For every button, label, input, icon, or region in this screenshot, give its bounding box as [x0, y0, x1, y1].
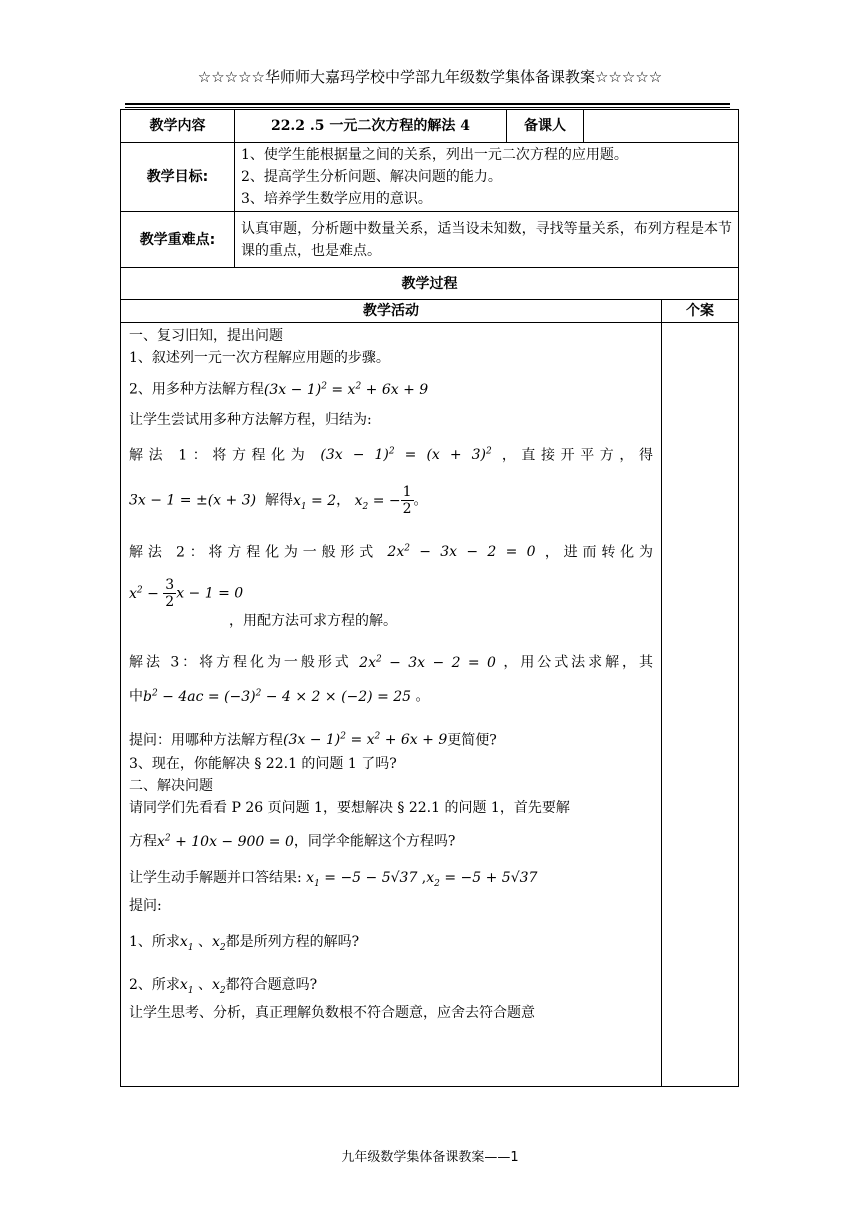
row-key: [121, 212, 739, 268]
text-line: 3x − 1 = ±(x + 3) 解得$x_1 = 2$， $x_2$ = − $\frac{1}{2}$ 。: [129, 484, 428, 518]
goal-item: 2、提高学生分析问题、解决问题的能力。: [241, 169, 502, 185]
section-heading: 二、解决问题: [129, 778, 213, 795]
label-key: 教学重难点:: [121, 212, 235, 268]
text-line: 请同学们先看看 P 26 页问题 1，要想解决 § 22.1 的问题 1，首先要解: [129, 800, 570, 817]
goal-item: 3、培养学生数学应用的意识。: [241, 191, 432, 207]
key-text: 认真审题，分析题中数量关系，适当设未知数，寻找等量关系，布列方程是本节课的重点，也是难点。: [235, 212, 739, 268]
label-content: 教学内容: [121, 110, 235, 143]
row-body: [121, 323, 739, 1087]
lesson-plan-table: [120, 109, 739, 1087]
row-content: [121, 110, 739, 143]
page-footer: 九年级数学集体备课教案——1: [341, 1150, 519, 1165]
text-line: 中$b^2 - 4ac = (-3)^2 - 4 \times 2 \times (-2) = 25$ 。: [129, 687, 430, 705]
section-heading: 一、复习旧知，提出问题: [129, 328, 283, 344]
row-process-title: [121, 268, 739, 300]
activity-content: [121, 323, 662, 1087]
col-case-header: 个案: [662, 300, 739, 323]
text-line: 解法 3：将方程化为一般形式 $2x^2 - 3x - 2 = 0$ ，用公式法求解，其: [129, 654, 654, 671]
header-rule-thick: [125, 103, 730, 105]
goal-item: 1、使学生能根据量之间的关系，列出一元二次方程的应用题。: [241, 147, 628, 163]
label-preparer: 备课人: [507, 110, 584, 143]
text-line: 让学生动手解题并口答结果: $x_1 = -5 - 5√37$ $,x_2 = -5 + 5√37$: [129, 869, 538, 889]
text-line: 提问：用哪种方法解方程$(3x - 1)^2 = x^2 + 6x + 9$更简便?: [129, 731, 497, 749]
label-goals: 教学目标:: [121, 143, 235, 212]
text-line: 3、现在，你能解决 § 22.1 的问题 1 了吗?: [129, 756, 397, 773]
text-line: 2、用多种方法解方程$(3x - 1)^2 = x^2 + 6x + 9$: [129, 381, 429, 398]
text-line: $x^2$ − $\frac{3}{2}$ x − 1 = 0: [129, 577, 244, 611]
goals-list: [235, 143, 739, 212]
text-line: 提问:: [129, 897, 162, 914]
text-line: 解法 2：将方程化为一般形式 $2x^2 - 3x - 2 = 0$ ，进而转化为: [129, 543, 654, 561]
text-line: 让学生思考、分析，真正理解负数根不符合题意，应舍去符合题意: [129, 1005, 535, 1022]
header-rule-thin: [125, 107, 730, 108]
text-line: 解法 1：将方程化为 $(3x - 1)^2 = (x + 3)^2$ ，直接开平方，得: [129, 446, 654, 464]
text-line: 1、所求$x_1$ 、$x_2$都是所列方程的解吗?: [129, 933, 360, 953]
process-title: 教学过程: [121, 268, 739, 300]
col-activity-header: 教学活动: [121, 300, 662, 323]
text-line: 2、所求$x_1$ 、$x_2$都符合题意吗?: [129, 977, 318, 997]
page-header: ☆☆☆☆☆华师师大嘉玛学校中学部九年级数学集体备课教案☆☆☆☆☆: [197, 68, 663, 86]
preparer-value: [584, 110, 739, 143]
lesson-title: 22.2 .5 一元二次方程的解法 4: [235, 110, 507, 143]
case-column: [662, 323, 739, 1087]
text-line: ，用配方法可求方程的解。: [229, 613, 397, 630]
row-columns: [121, 300, 739, 323]
text-line: 方程$x^2 + 10x - 900 = 0$，同学伞能解这个方程吗?: [129, 833, 456, 850]
text-line: 1、叙述列一元一次方程解应用题的步骤。: [129, 350, 390, 366]
text-line: 让学生尝试用多种方法解方程，归结为:: [129, 411, 372, 428]
row-goals: [121, 143, 739, 212]
